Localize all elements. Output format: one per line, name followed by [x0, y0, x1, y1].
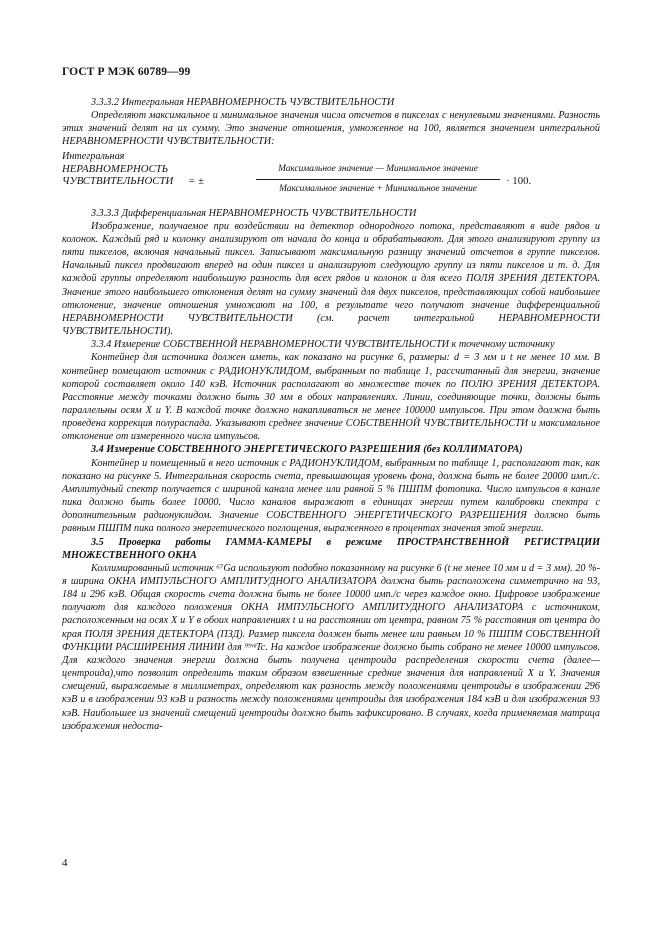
formula-lhs-line2: НЕРАВНОМЕРНОСТЬ: [62, 163, 169, 176]
formula-multiplier: · 100.: [506, 174, 532, 187]
formula-fraction: [256, 163, 500, 196]
formula-equals: = ±: [188, 175, 204, 188]
section-title-3333: 3.3.3.3 Дифференциальная НЕРАВНОМЕРНОСТЬ ЧУВСТВИТЕЛЬНОСТИ: [91, 207, 417, 219]
formula-numerator: Максимальное значение — Минимальное значение: [278, 163, 478, 174]
section-text-34: Контейнер и помещенный в него источник с РАДИОНУКЛИДОМ, выбранным по таблице 1, располагают так, как показано на рисунке 5. Интегральная скорость счета, превышающая уровень фона, должна быть не более 20000 имп./с. Амплитудный спектр получается с шириной канала менее или равной 5 % ПШПМ фотопика. Число импульсов в канале пика должно быть более 10000. Число каналов выражают в единицах энергии путем калибровки спектра с дополнительным радионуклидом. Значение СОБСТВЕННОГО ЭНЕРГЕТИЧЕСКОГО РАЗРЕШЕНИЯ должно быть равным ПШПМ пика полного энергетического поглощения, выраженного в процентах значения этой энергии.: [62, 457, 600, 535]
formula-lhs-line1: Интегральная: [62, 150, 125, 162]
section-text-3332: Определяют максимальное и минимальное значения числа отсчетов в пикселах с ненулевыми значениями. Разность этих значений делят на их сумму. Это значение отношения, умноженное на 100, является значением интегральной НЕРАВНОМЕРНОСТИ ЧУВСТВИТЕЛЬНОСТИ:: [62, 110, 600, 148]
page-number: 4: [62, 857, 68, 869]
section-title-334: 3.3.4 Измерение СОБСТВЕННОЙ НЕРАВНОМЕРНОСТИ ЧУВСТВИТЕЛЬНОСТИ к точечному источнику: [91, 339, 555, 351]
formula-denominator: Максимальное значение + Минимальное значение: [279, 183, 477, 194]
document-body: [62, 96, 600, 733]
formula-lhs-line3: ЧУВСТВИТЕЛЬНОСТИ: [62, 175, 174, 188]
formula-lhs: [62, 151, 173, 188]
section-title-3332: 3.3.3.2 Интегральная НЕРАВНОМЕРНОСТЬ ЧУВСТВИТЕЛЬНОСТИ: [91, 97, 395, 108]
section-title-34: 3.4 Измерение СОБСТВЕННОГО ЭНЕРГЕТИЧЕСКОГО РАЗРЕШЕНИЯ (без КОЛЛИМАТОРА): [91, 444, 523, 456]
section-text-35: Коллимированный источник ⁶⁷Ga используют подобно показанному на рисунке 6 (t не менее 10 мм и d = 3 мм). 20 %-я ширина ОКНА ИМПУЛЬСНОГО АМПЛИТУДНОГО АНАЛИЗАТОРА должна быть расположена симметрично на 93, 184 и 296 кэВ. Общая скорость счета должна быть не более 10000 имп./с через каждое окно. Цифровое изображение получают для каждого положения ОКНА ИМПУЛЬСНОГО АМПЛИТУДНОГО АНАЛИЗАТОРА с источником, расположенным на осях X и Y в обоих направлениях t и на расстоянии от центра, равном 75 % расстояния от центра до края ПОЛЯ ЗРЕНИЯ ДЕТЕКТОРА (ПЗД). Размер пиксела должен быть менее или равным 10 % ПШПМ СОБСТВЕННОЙ ФУНКЦИИ РАСШИРЕНИЯ ЛИНИИ для ⁹⁹ᵐTc. На каждое изображение должно быть собрано не менее 10000 импульсов. Для каждого значения энергии должна быть получена центроида распределения скорости счета (далее— центроида),что позволит определить таким образом взвешенные средние значения для направлений X и Y. Значения смещений, выражаемые в миллиметрах, определяют как разность между положениями центроиды в изображении 296 кэВ и в изображении 93 кэВ и разность между положениями центроиды для изображения 184 кэВ и для изображения 93 кэВ. Наибольшее из значений смещений центроиды должно быть зафиксировано. В случаях, когда применяемая матрица изображения недоста-: [62, 562, 600, 732]
section-title-35: 3.5 Проверка работы ГАММА-КАМЕРЫ в режиме ПРОСТРАНСТВЕННОЙ РЕГИСТРАЦИИ МНОЖЕСТВЕННОГО ОКНА: [62, 536, 600, 561]
section-text-3333: Изображение, получаемое при воздействии на детектор однородного потока, представляют в виде рядов и колонок. Каждый ряд и колонку анализируют от начала до конца и обрабатывают. Для этого анализируют группу из пяти пикселов, включая начальный пиксел. Записывают максимальную разницу значений отсчетов в группе пикселов. Начальный пиксел продвигают вперед на один пиксел и анализируют следующую группу из пяти пикселов и т. д. Для каждой группы определяют наибольшую разность для всех рядов и колонок и для всего ПОЛЯ ЗРЕНИЯ ДЕТЕКТОРА. Значение этого наибольшего отклонения делят на сумму значений для двух пикселов, представляющих собой наибольшее отклонение, значение отношения умножают на 100, в результате чего получают значение дифференциальной НЕРАВНОМЕРНОСТИ ЧУВСТВИТЕЛЬНОСТИ (см. расчет интегральной НЕРАВНОМЕРНОСТИ ЧУВСТВИТЕЛЬНОСТИ).: [62, 220, 600, 338]
section-text-334: Контейнер для источника должен иметь, как показано на рисунке 6, размеры: d = 3 мм и t не менее 10 мм. В контейнер помещают источник с РАДИОНУКЛИДОМ, выбранным по таблице 1, рассчитанный для энергии, значение которой составляет около 140 кэВ. Источник располагают во множестве точек по ПОЛЮ ЗРЕНИЯ ДЕТЕКТОРА. Расстояние между точками должно быть 30 мм в обоих направлениях. Линии, соединяющие точки, должны быть параллельны осям X и Y. В каждой точке должно накапливаться не менее 100000 импульсов. При этом должна быть проведена коррекция полураспада. Указывают среднее значение СОБСТВЕННОЙ ЧУВСТВИТЕЛЬНОСТИ и максимальное отклонение от измеренного числа импульсов.: [62, 352, 600, 443]
standard-header: ГОСТ Р МЭК 60789—99: [62, 66, 191, 78]
integral-nonuniformity-formula: [62, 151, 600, 203]
